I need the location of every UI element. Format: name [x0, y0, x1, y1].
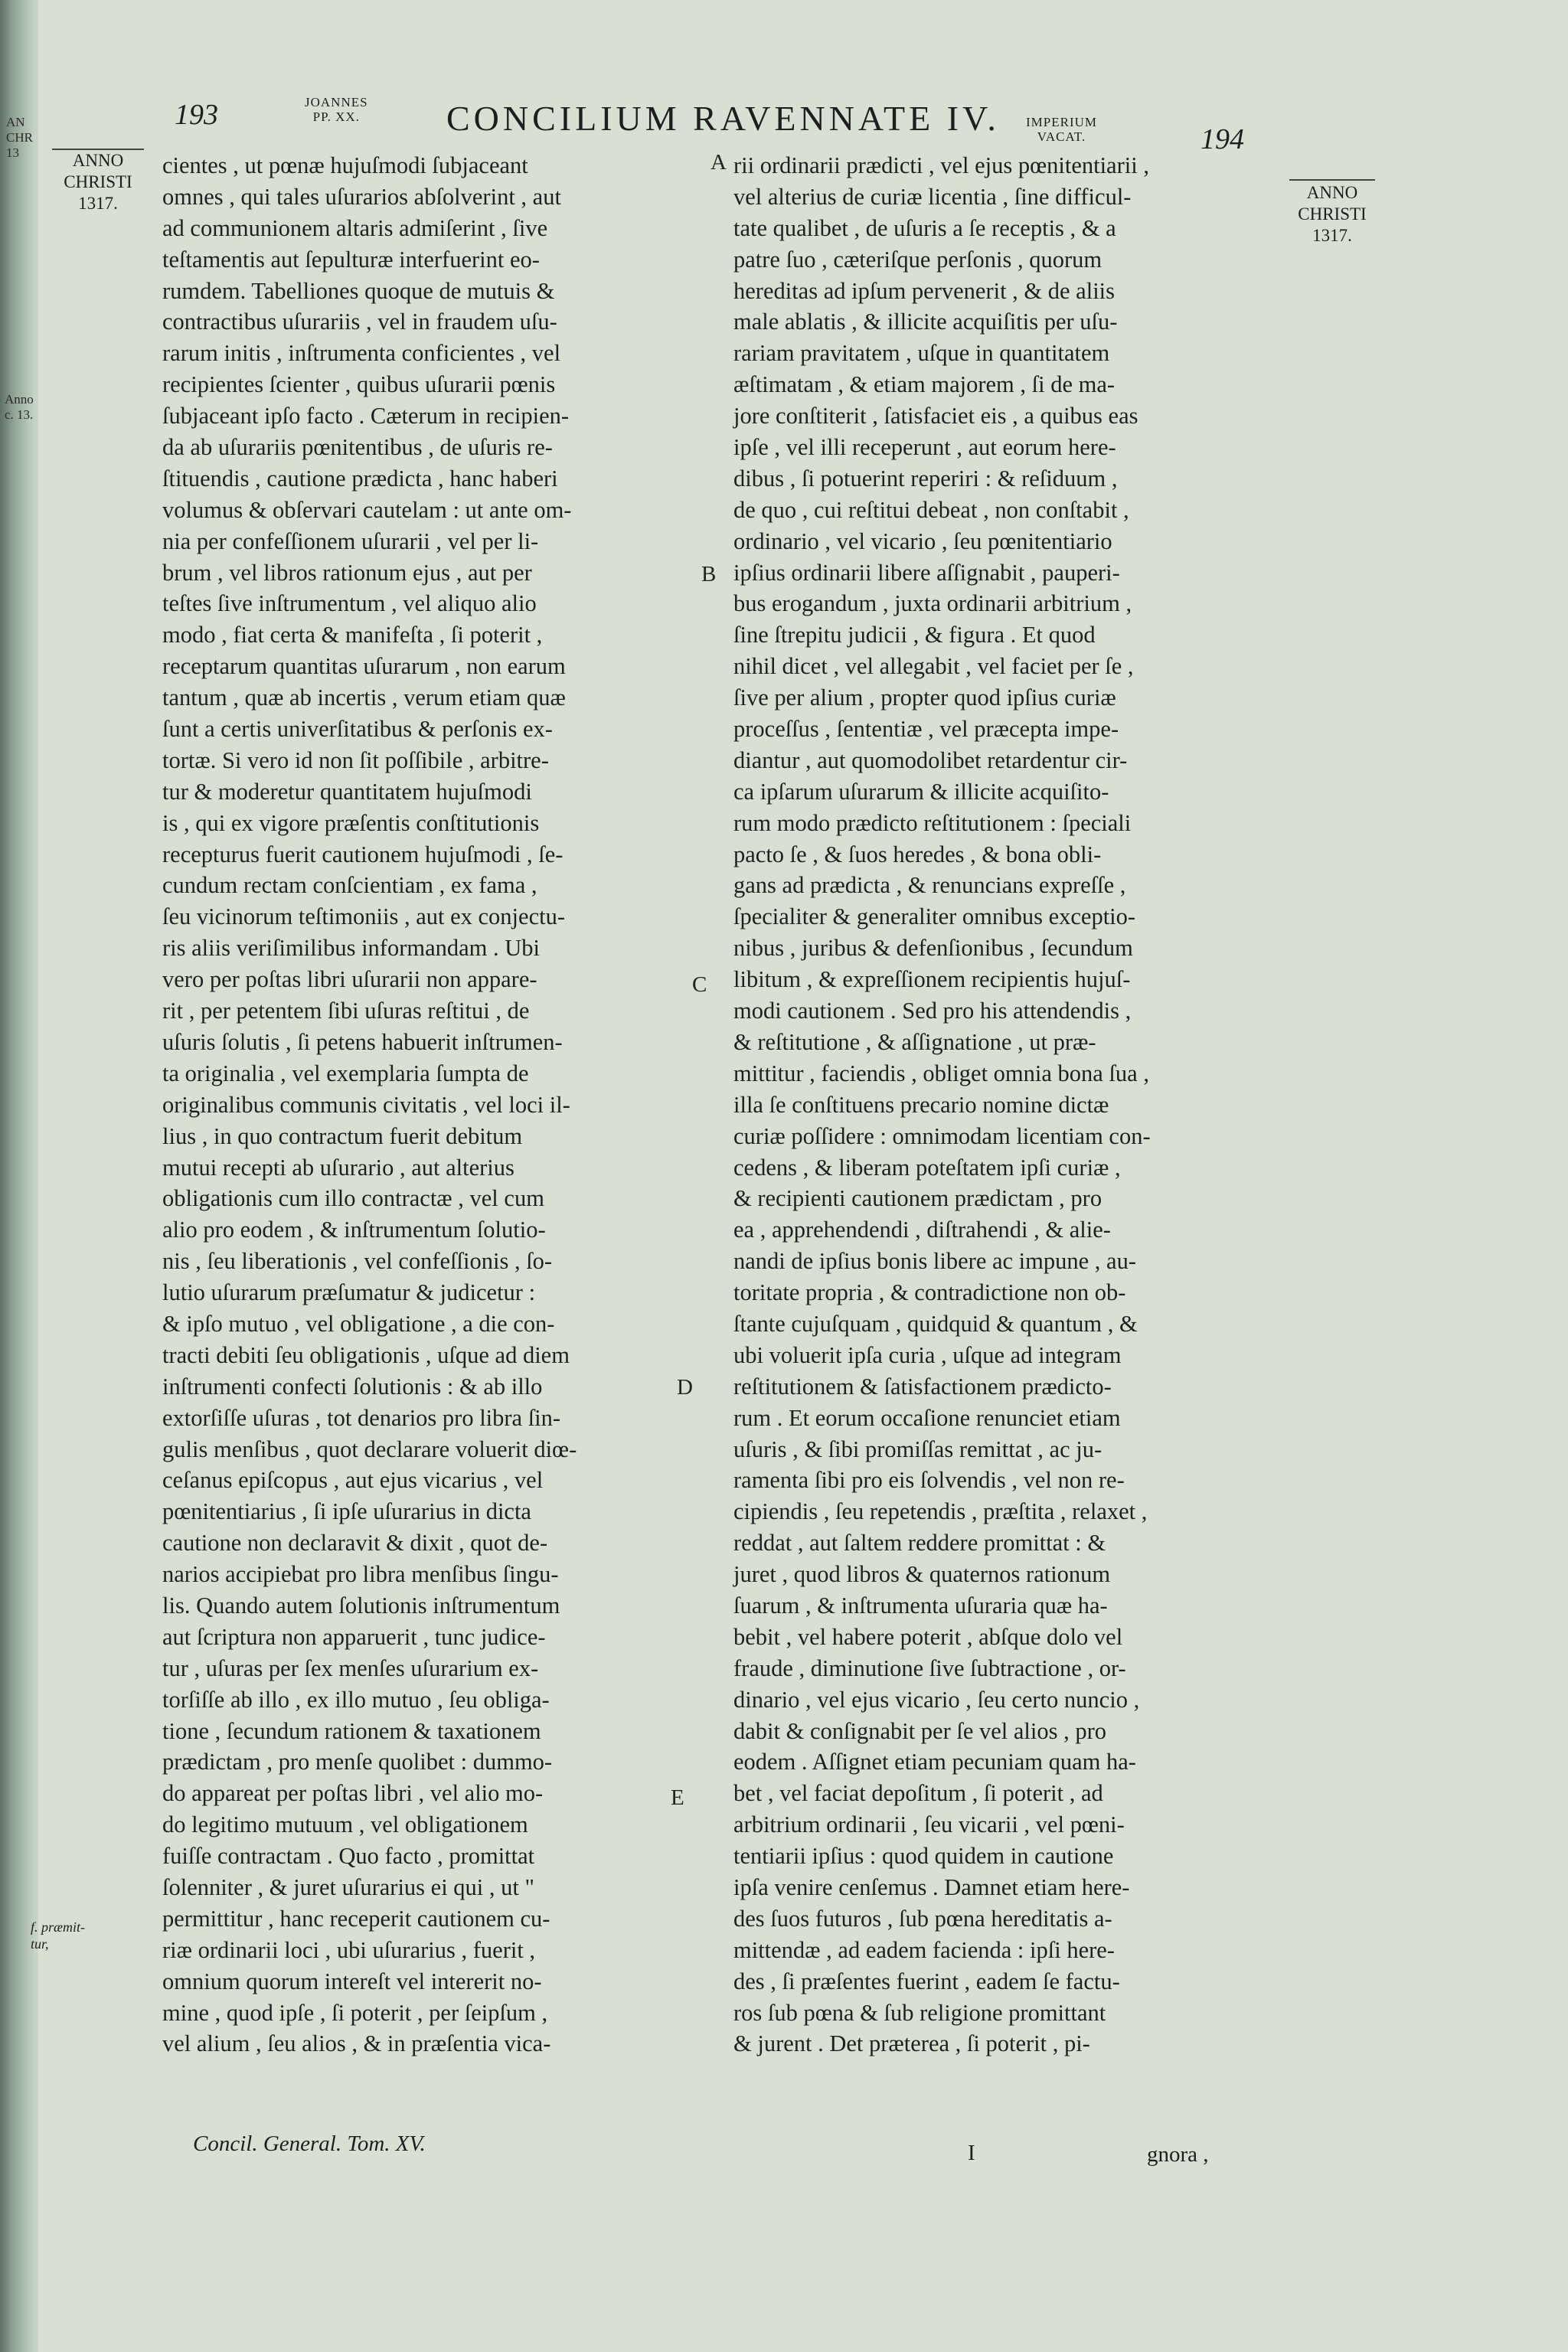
left-column-line: volumus & obſervari cautelam : ut ante om- — [162, 496, 572, 523]
right-column-line: arbitrium ordinarii , ſeu vicarii , vel pœni- — [733, 1811, 1125, 1838]
right-column-line: de quo , cui reſtitui debeat , non conſtabit , — [733, 496, 1129, 523]
imperium-status: VACAT. — [1037, 129, 1086, 144]
running-head-pope — [305, 95, 368, 124]
left-column-line: brum , vel libros rationum ejus , aut per — [162, 559, 532, 586]
right-column-line: eodem . Aſſignet etiam pecuniam quam ha- — [733, 1749, 1136, 1775]
left-column-line: ſeu vicinorum teſtimoniis , aut ex conjectu- — [162, 903, 565, 930]
left-column-line: ceſanus epiſcopus , aut ejus vicarius , vel — [162, 1467, 544, 1494]
left-column-line: tortæ. Si vero id non ſit poſſibile , arbitre- — [162, 746, 549, 773]
margin-note-variant: f. præmit- tur, — [31, 1919, 86, 1952]
left-column-line: lius , in quo contractum fuerit debitum — [162, 1122, 523, 1149]
left-column-line: obligationis cum illo contractæ , vel cum — [162, 1185, 544, 1212]
left-column-line: do appareat per poſtas libri , vel alio mo- — [162, 1780, 544, 1807]
right-column-line: toritate propria , & contradictione non ob- — [733, 1279, 1126, 1306]
footer-signature-mark: I — [968, 2141, 975, 2165]
section-letter-c: C — [692, 972, 707, 997]
left-column-line: cautione non declaravit & dixit , quot de- — [162, 1530, 548, 1557]
right-column-line: nandi de ipſius bonis libere ac impune , au- — [733, 1248, 1136, 1275]
left-column-line: extorſiſſe uſuras , tot denarios pro libra ſin- — [162, 1404, 561, 1431]
left-column-line: riæ ordinarii loci , ubi uſurarius , fuerit , — [162, 1936, 536, 1963]
right-column-line: tate qualibet , de uſuris a ſe receptis , & a — [733, 214, 1116, 241]
right-column-line: & recipienti cautionem prædictam , pro — [733, 1185, 1102, 1212]
left-column-line: lutio uſurarum præſumatur & judicetur : — [162, 1279, 536, 1306]
footer-volume-reference: Concil. General. Tom. XV. — [193, 2132, 426, 2156]
running-head-imperium — [1026, 115, 1097, 144]
left-column-line: tracti debiti ſeu obligationis , uſque ad diem — [162, 1341, 570, 1368]
left-column-line: do legitimo mutuum , vel obligationem — [162, 1811, 528, 1838]
right-column-line: nihil dicet , vel allegabit , vel faciet per ſe , — [733, 653, 1134, 680]
right-column-line: jore conſtiterit , ſatisfaciet eis , a quibus eas — [733, 403, 1138, 430]
left-column-line: tur & moderetur quantitatem hujuſmodi — [162, 778, 532, 805]
right-column-line: & reſtitutione , & aſſignatione , ut præ- — [733, 1028, 1096, 1055]
left-column-line: ſtituendis , cautione prædicta , hanc haberi — [162, 465, 558, 492]
right-column-line: vel alterius de curiæ licentia , ſine difficul- — [733, 183, 1132, 210]
left-column-line: originalibus communis civitatis , vel loci il- — [162, 1091, 570, 1118]
right-column-line: dinario , vel ejus vicario , ſeu certo nuncio , — [733, 1686, 1140, 1713]
right-column-line: ros ſub pœna & ſub religione promittant — [733, 1999, 1106, 2026]
imperium-label: IMPERIUM — [1026, 115, 1098, 129]
footer-catchword: gnora , — [1147, 2142, 1209, 2167]
right-column-line: gans ad prædicta , & renuncians expreſſe , — [733, 872, 1126, 899]
left-column-line: cundum rectam conſcientiam , ex fama , — [162, 872, 537, 899]
anno-right-rule — [1289, 179, 1375, 181]
left-column-line: inſtrumenti confecti ſolutionis : & ab illo — [162, 1373, 543, 1400]
page-title: CONCILIUM RAVENNATE IV. — [446, 99, 1000, 138]
right-column-line: bus erogandum , juxta ordinarii arbitrium , — [733, 590, 1132, 617]
left-column-line: lis. Quando autem ſolutionis inſtrumentum — [162, 1592, 560, 1619]
right-column-line: diantur , aut quomodolibet retardentur cir- — [733, 746, 1128, 773]
section-letter-b: B — [701, 562, 717, 586]
spine-fragment-anno: AN CHR 13 — [6, 115, 33, 160]
right-column-line: libitum , & expreſſionem recipientis hujuſ- — [733, 966, 1131, 993]
left-column-line: modo , fiat certa & manifeſta , ſi poterit , — [162, 622, 543, 648]
left-column-line: recepturus fuerit cautionem hujuſmodi , ſe- — [162, 841, 564, 867]
left-column — [162, 150, 691, 2060]
left-column-line: narios accipiebat pro libra menſibus ſingu- — [162, 1561, 559, 1588]
left-column-line: ſolenniter , & juret uſurarius ei qui , ut " — [162, 1873, 534, 1900]
right-column-line: ſtante cujuſquam , quidquid & quantum , & — [733, 1310, 1138, 1337]
left-column-line: teſtes ſive inſtrumentum , vel aliquo alio — [162, 590, 537, 617]
left-column-line: gulis menſibus , quot declarare voluerit diœ- — [162, 1436, 577, 1462]
right-column-line: pacto ſe , & ſuos heredes , & bona obli- — [733, 841, 1102, 867]
page-number-left: 193 — [175, 99, 218, 131]
left-column-line: prædictam , pro menſe quolibet : dummo- — [162, 1749, 553, 1775]
left-column-line: vel alium , ſeu alios , & in præſentia vica- — [162, 2030, 551, 2057]
right-column — [733, 150, 1269, 2060]
left-column-line: vero per poſtas libri uſurarii non appare- — [162, 966, 537, 993]
right-column-line: ſive per alium , propter quod ipſius curiæ — [733, 684, 1116, 711]
left-column-line: omnes , qui tales uſurarios abſolverint , aut — [162, 183, 561, 210]
left-column-line: omnium quorum intereſt vel intererit no- — [162, 1968, 542, 1994]
left-column-line: fuiſſe contractam . Quo facto , promittat — [162, 1843, 535, 1870]
right-column-line: patre ſuo , cæteriſque perſonis , quorum — [733, 246, 1102, 273]
right-column-line: ordinario , vel vicario , ſeu pœnitentiario — [733, 528, 1112, 554]
left-column-line: torſiſſe ab illo , ex illo mutuo , ſeu obliga- — [162, 1686, 550, 1713]
right-column-line: modi cautionem . Sed pro his attendendis , — [733, 998, 1132, 1024]
right-column-line: tentiarii ipſius : quod quidem in cautione — [733, 1843, 1114, 1870]
right-column-line: illa ſe conſtituens precario nomine dictæ — [733, 1091, 1109, 1118]
right-column-line: rum . Et eorum occaſione renunciet etiam — [733, 1404, 1121, 1431]
spine-fragment-anno-c13: Anno c. 13. — [5, 392, 34, 422]
right-column-line: dabit & conſignabit per ſe vel alios , pro — [733, 1717, 1107, 1744]
margin-anno-right: ANNO CHRISTI 1317. — [1298, 183, 1367, 245]
margin-anno-left: ANNO CHRISTI 1317. — [64, 151, 132, 213]
right-column-line: ipſe , vel illi receperunt , aut eorum here- — [733, 434, 1116, 461]
left-column-line: nis , ſeu liberationis , vel confeſſionis , ſo- — [162, 1248, 553, 1275]
right-column-line: ipſius ordinarii libere aſſignabit , pauperi- — [733, 559, 1120, 586]
right-column-line: fraude , diminutione ſive ſubtractione , or- — [733, 1655, 1126, 1681]
section-letter-a: A — [710, 150, 727, 175]
left-column-line: permittitur , hanc receperit cautionem cu- — [162, 1905, 550, 1932]
right-column-line: cedens , & liberam poteſtatem ipſi curiæ , — [733, 1154, 1121, 1181]
right-column-line: rariam pravitatem , uſque in quantitatem — [733, 340, 1110, 367]
right-column-line: nibus , juribus & defenſionibus , ſecundum — [733, 935, 1133, 962]
page-number-right: 194 — [1200, 123, 1244, 155]
section-letter-d: D — [677, 1375, 693, 1400]
right-column-line: curiæ poſſidere : omnimodam licentiam con- — [733, 1122, 1151, 1149]
right-column-line: des ſuos futuros , ſub pœna hereditatis a- — [733, 1905, 1112, 1932]
left-column-line: recipientes ſcienter , quibus uſurarii pœnis — [162, 371, 556, 398]
right-column-line: mittendæ , ad eadem facienda : ipſi here- — [733, 1936, 1115, 1963]
left-column-line: ſunt a certis univerſitatibus & perſonis ex- — [162, 716, 553, 743]
left-column-line: tantum , quæ ab incertis , verum etiam quæ — [162, 684, 566, 711]
right-column-line: reddat , aut ſaltem reddere promittat : & — [733, 1530, 1106, 1557]
left-column-line: cientes , ut pœnæ hujuſmodi ſubjaceant — [162, 152, 528, 178]
right-column-line: reſtitutionem & ſatisfactionem prædicto- — [733, 1373, 1112, 1400]
right-column-line: cipiendis , ſeu repetendis , præſtita , relaxet , — [733, 1498, 1148, 1525]
left-column-line: tione , ſecundum rationem & taxationem — [162, 1717, 541, 1744]
left-column-line: alio pro eodem , & inſtrumentum ſolutio- — [162, 1217, 546, 1243]
left-column-line: ris aliis veriſimilibus informandam . Ubi — [162, 935, 541, 962]
right-column-line: & jurent . Det præterea , ſi poterit , pi- — [733, 2030, 1090, 2057]
left-column-line: teſtamentis aut ſepulturæ interfuerint eo- — [162, 246, 540, 273]
right-column-line: proceſſus , ſententiæ , vel præcepta impe- — [733, 716, 1119, 743]
right-column-line: juret , quod libros & quaternos rationum — [733, 1561, 1111, 1588]
left-column-line: mutui recepti ab uſurario , aut alterius — [162, 1154, 514, 1181]
right-column-line: ſine ſtrepitu judicii , & figura . Et quod — [733, 622, 1096, 648]
left-column-line: tur , uſuras per ſex menſes uſurarium ex- — [162, 1655, 539, 1681]
left-column-line: aut ſcriptura non apparuerit , tunc judice- — [162, 1623, 546, 1650]
right-column-line: ramenta ſibi pro eis ſolvendis , vel non re- — [733, 1467, 1125, 1494]
left-column-line: pœnitentiarius , ſi ipſe uſurarius in dicta — [162, 1498, 531, 1525]
right-column-line: rum modo prædicto reſtitutionem : ſpeciali — [733, 809, 1132, 836]
left-column-line: is , qui ex vigore præſentis conſtitutionis — [162, 809, 540, 836]
left-column-line: uſuris ſolutis , ſi petens habuerit inſtrumen- — [162, 1028, 563, 1055]
pope-name: JOANNES — [305, 95, 368, 109]
left-column-line: & ipſo mutuo , vel obligatione , a die con- — [162, 1310, 555, 1337]
right-column-line: ubi voluerit ipſa curia , uſque ad integram — [733, 1341, 1122, 1368]
right-column-line: des , ſi præſentes fuerint , eadem ſe factu- — [733, 1968, 1120, 1994]
left-column-line: ta originalia , vel exemplaria ſumpta de — [162, 1060, 529, 1086]
left-column-line: ſubjaceant ipſo facto . Cæterum in recipien- — [162, 403, 570, 430]
right-column-line: ſuarum , & inſtrumenta uſuraria quæ ha- — [733, 1592, 1108, 1619]
right-column-line: ea , apprehendendi , diſtrahendi , & alie- — [733, 1217, 1111, 1243]
section-letter-e: E — [671, 1785, 684, 1810]
left-column-line: receptarum quantitas uſurarum , non earum — [162, 653, 566, 680]
right-column-line: ſpecialiter & generaliter omnibus exceptio- — [733, 903, 1136, 930]
right-column-line: ca ipſarum uſurarum & illicite acquiſito- — [733, 778, 1109, 805]
pope-title: PP. XX. — [312, 109, 360, 124]
right-column-line: mittitur , faciendis , obliget omnia bona ſua , — [733, 1060, 1149, 1086]
right-column-line: bet , vel faciat depoſitum , ſi poterit , ad — [733, 1780, 1103, 1807]
left-column-line: ad communionem altaris admiſerint , ſive — [162, 214, 548, 241]
right-column-line: æſtimatam , & etiam majorem , ſi de ma- — [733, 371, 1116, 398]
left-column-line: da ab uſurariis pœnitentibus , de uſuris re- — [162, 434, 553, 461]
left-column-line: rit , per petentem ſibi uſuras reſtitui , de — [162, 998, 530, 1024]
left-column-line: rarum initis , inſtrumenta conficientes , vel — [162, 340, 561, 367]
right-column-line: rii ordinarii prædicti , vel ejus pœnitentiarii , — [733, 152, 1149, 178]
left-column-line: mine , quod ipſe , ſi poterit , per ſeipſum , — [162, 1999, 548, 2026]
right-column-line: male ablatis , & illicite acquiſitis per uſu- — [733, 309, 1118, 335]
left-column-line: contractibus uſurariis , vel in fraudem uſu- — [162, 309, 557, 335]
right-column-line: ipſa venire cenſemus . Damnet etiam here- — [733, 1873, 1130, 1900]
left-column-line: nia per confeſſionem uſurarii , vel per li- — [162, 528, 539, 554]
right-column-line: dibus , ſi potuerint reperiri : & reſiduum , — [733, 465, 1118, 492]
right-column-line: bebit , vel habere poterit , abſque dolo vel — [733, 1623, 1123, 1650]
right-column-line: hereditas ad ipſum pervenerit , & de aliis — [733, 277, 1116, 304]
left-column-line: rumdem. Tabelliones quoque de mutuis & — [162, 277, 555, 304]
right-column-line: uſuris , & ſibi promiſſas remittat , ac ju- — [733, 1436, 1102, 1462]
